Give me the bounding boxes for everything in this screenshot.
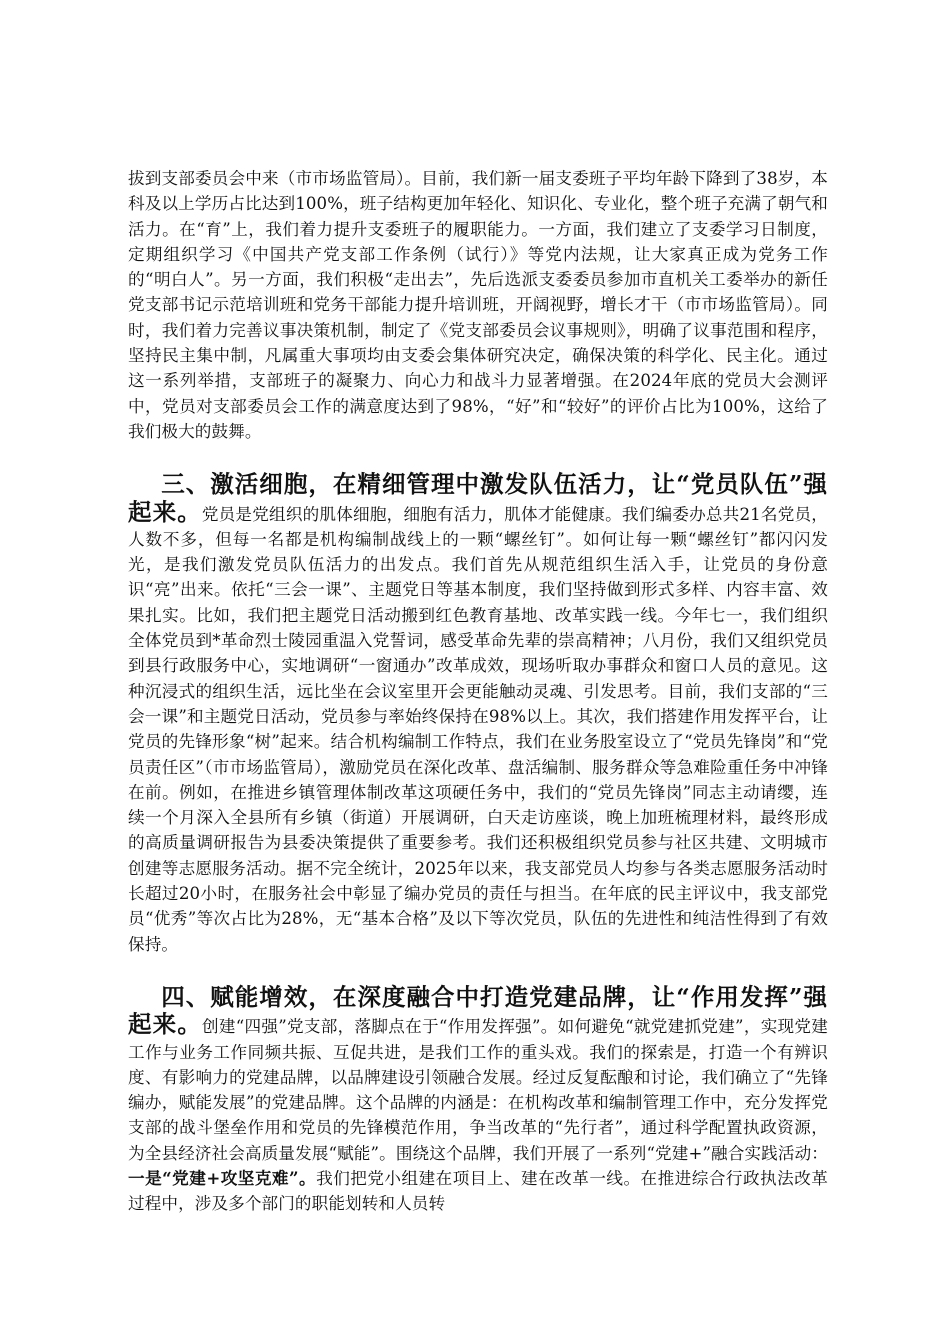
section-4 <box>128 982 828 1217</box>
section-4-bold-item: 一是“党建+攻坚克难”。 <box>128 1167 317 1188</box>
section-3 <box>128 472 828 957</box>
section-4-heading: 四、赋能增效，在深度融合中打造党建品牌，让“作用发挥”强起来。 <box>128 982 828 1039</box>
section-3-body: 党员是党组织的肌体细胞，细胞有活力，肌体才能健康。我们编委办总共21名党员，人数不多，但每一名都是机构编制战线上的一颗“螺丝钉”。如何让每一颗“螺丝钉”都闪闪发光，是我们激发党员队伍活力的出发点。我们首先从规范组织生活入手，让党员的身份意识“亮”出来。依托“三会一课”、主题党日等基本制度，我们坚持做到形式多样、内容丰富、效果扎实。比如，我们把主题党日活动搬到红色教育基地、改革实践一线。今年七一，我们组织全体党员到*革命烈士陵园重温入党誓词，感受革命先辈的崇高精神；八月份，我们又组织党员到县行政服务中心，实地调研“一窗通办”改革成效，现场听取办事群众和窗口人员的意见。这种沉浸式的组织生活，远比坐在会议室里开会更能触动灵魂、引发思考。目前，我们支部的“三会一课”和主题党日活动，党员参与率始终保持在98%以上。其次，我们搭建作用发挥平台，让党员的先锋形象“树”起来。结合机构编制工作特点，我们在业务股室设立了“党员先锋岗”和“党员责任区”（市市场监管局），激励党员在深化改革、盘活编制、服务群众等急难险重任务中冲锋在前。例如，在推进乡镇管理体制改革这项硬任务中，我们的“党员先锋岗”同志主动请缨，连续一个月深入全县所有乡镇（街道）开展调研，白天走访座谈，晚上加班梳理材料，最终形成的高质量调研报告为县委决策提供了重要参考。我们还积极组织党员参与社区共建、文明城市创建等志愿服务活动。据不完全统计，2025年以来，我支部党员人均参与各类志愿服务活动时长超过20小时，在服务社会中彰显了编办党员的责任与担当。在年底的民主评议中，我支部党员“优秀”等次占比为28%，无“基本合格”及以下等次党员，队伍的先进性和纯洁性得到了有效保持。 <box>128 504 828 954</box>
section-4-body-b: 我们把党小组建在项目上、建在改革一线。在推进综合行政执法改革过程中，涉及多个部门的职能划转和人员转 <box>128 1168 828 1214</box>
section-3-heading: 三、激活细胞，在精细管理中激发队伍活力，让“党员队伍”强起来。 <box>128 470 828 526</box>
section-4-body-a: 创建“四强”党支部，落脚点在于“作用发挥强”。如何避免“就党建抓党建”，实现党建工作与业务工作同频共振、互促共进，是我们工作的重头戏。我们的探索是，打造一个有辨识度、有影响力的党建品牌，以品牌建设引领融合发展。经过反复酝酿和讨论，我们确立了“先锋编办，赋能发展”的党建品牌。这个品牌的内涵是：在机构改革和编制管理工作中，充分发挥党支部的战斗堡垒作用和党员的先锋模范作用，争当改革的“先行者”，通过科学配置执政资源，为全县经济社会高质量发展“赋能”。围绕这个品牌，我们开展了一系列“党建+”融合实践活动： <box>128 1017 828 1163</box>
document-page <box>128 166 828 1217</box>
paragraph-1: 拔到支部委员会中来（市市场监管局）。目前，我们新一届支委班子平均年龄下降到了38岁，本科及以上学历占比达到100%，班子结构更加年轻化、知识化、专业化，整个班子充满了朝气和活力。在“育”上，我们着力提升支委班子的履职能力。一方面，我们建立了支委学习日制度，定期组织学习《中国共产党支部工作条例（试行）》等党内法规，让大家真正成为党务工作的“明白人”。另一方面，我们积极“走出去”，先后选派支委委员参加市直机关工委举办的新任党支部书记示范培训班和党务干部能力提升培训班，开阔视野，增长才干（市市场监管局）。同时，我们着力完善议事决策机制，制定了《党支部委员会议事规则》，明确了议事范围和程序，坚持民主集中制，凡属重大事项均由支委会集体研究决定，确保决策的科学化、民主化。通过这一系列举措，支部班子的凝聚力、向心力和战斗力显著增强。在2024年底的党员大会测评中，党员对支部委员会工作的满意度达到了98%，“好”和“较好”的评价占比为100%，这给了我们极大的鼓舞。 <box>128 169 828 441</box>
